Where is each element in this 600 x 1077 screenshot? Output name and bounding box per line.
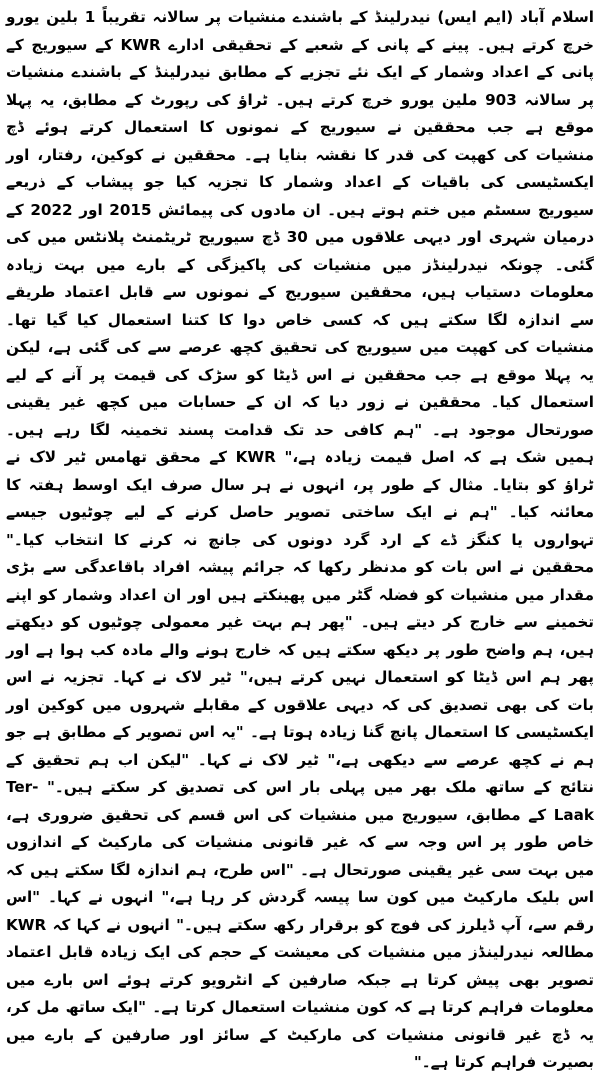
- article-body: اسلام آباد (ایم ایس) نیدرلینڈ کے باشندے منشیات پر سالانہ تقریباً 1 بلین یورو خرچ کرتے ہیں۔ پینے کے پانی کے شعبے کے تحقیقی ادارے KWR کے سیوریج کے پانی کے اعداد وشمار کے ایک نئے تجزیے کے مطابق نیدرلینڈ کے باشندے منشیات پر سالانہ 903 ملین یورو خرچ کرتے ہیں۔ ٹراؤ کی رپورٹ کے مطابق، یہ پہلا موقع ہے جب محققین نے سیوریج کے نمونوں کا استعمال کرتے ہوئے ڈچ منشیات کی کھپت کی قدر کا نقشہ بنایا ہے۔ محققین نے کوکین، رفتار، اور ایکسٹیسی کی باقیات کے اعداد وشمار کا تجزیہ کیا جو پیشاب کے ذریعے سیوریج سسٹم میں ختم ہوتے ہیں۔ ان مادوں کی پیمائش 2015 اور 2022 کے درمیان شہری اور دیہی علاقوں میں 30 ڈچ سیوریج ٹریٹمنٹ پلانٹس میں کی گئی۔ چونکہ نیدرلینڈز میں منشیات کی پاکیزگی کے بارے میں بہت زیادہ معلومات دستیاب ہیں، محققین سیوریج کے نمونوں سے قابل اعتماد طریقے سے اندازہ لگا سکتے ہیں کہ کسی خاص دوا کا کتنا استعمال کیا گیا تھا۔ منشیات کی کھپت میں سیوریج کی تحقیق کچھ عرصے سے کی گئی ہے، لیکن یہ پہلا موقع ہے جب محققین نے اس ڈیٹا کو سڑک کی قیمت پر آنے کے لیے استعمال کیا۔ محققین نے زور دیا کہ ان کے حسابات میں کچھ غیر یقینی صورتحال موجود ہے۔ "ہم کافی حد تک قدامت پسند تخمینہ لگا رہے ہیں۔ ہمیں شک ہے کہ اصل قیمت زیادہ ہے،" KWR کے محقق تھامس ٹیر لاک نے ٹراؤ کو بتایا۔ مثال کے طور پر، انہوں نے ہر سال صرف ایک اوسط ہفتہ کا معائنہ کیا۔ "ہم نے ایک ساختی تصویر حاصل کرنے کے لیے چوٹیوں جیسے تہواروں یا کنگز ڈے کے ارد گرد دونوں کی جانچ نہ کرنے کا انتخاب کیا۔" محققین نے اس بات کو مدنظر رکھا کہ جرائم پیشہ افراد باقاعدگی سے بڑی مقدار میں منشیات کو فضلہ گٹر میں پھینکتے ہیں اور ان اعداد وشمار کو اپنے تخمینے سے خارج کر دیتے ہیں۔ "پھر ہم بہت غیر معمولی چوٹیوں کو دیکھتے ہیں، ہم واضح طور پر دیکھ سکتے ہیں کہ خارج ہونے والے مادہ کب ہوا ہے اور پھر ہم اس ڈیٹا کو استعمال نہیں کرتے ہیں،" ٹیر لاک نے کہا۔ تجزیہ نے اس بات کی بھی تصدیق کی کہ دیہی علاقوں کے مقابلے شہروں میں کوکین اور ایکسٹیسی کا استعمال پانچ گنا زیادہ ہوتا ہے۔ "یہ اس تصویر کے مطابق ہے جو ہم نے کچھ عرصے سے دیکھی ہے،" ٹیر لاک نے کہا۔ "لیکن اب ہم تحقیق کے نتائج کے ساتھ ملک بھر میں پہلی بار اس کی تصدیق کر سکتے ہیں۔" Ter-Laak کے مطابق، سیوریج میں منشیات کی اس قسم کی تحقیق ضروری ہے، خاص طور پر اس وجہ سے کہ غیر قانونی منشیات کی مارکیٹ کے اندازوں میں بہت سی غیر یقینی صورتحال ہے۔ "اس طرح، ہم اندازہ لگا سکتے ہیں کہ اس بلیک مارکیٹ میں کون سا پیسہ گردش کر رہا ہے،" انہوں نے کہا۔ "اس رقم سے، آپ ڈیلرز کی فوج کو برقرار رکھ سکتے ہیں۔" انہوں نے کہا کہ KWR مطالعہ نیدرلینڈز میں منشیات کی معیشت کے حجم کی ایک زیادہ قابل اعتماد تصویر بھی پیش کرتا ہے جبکہ صارفین کے انٹرویو کرتے ہوئے اس بارے میں معلومات فراہم کرتا ہے کہ کون منشیات استعمال کرتا ہے۔ "ایک ساتھ مل کر، یہ ڈچ غیر قانونی منشیات کی مارکیٹ کے سائز اور صارفین کے بارے میں بصیرت فراہم کرتا ہے۔": [6, 8, 594, 1071]
